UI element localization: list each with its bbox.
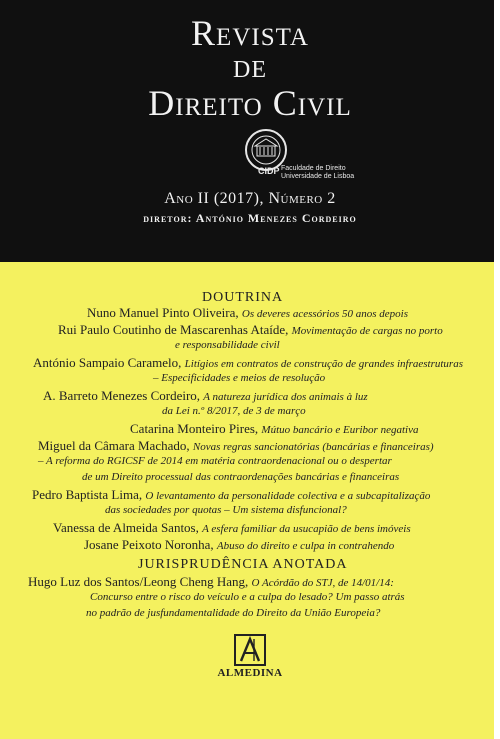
journal-title-line-2: de xyxy=(233,48,267,85)
journal-title-line-1: Revista xyxy=(191,13,309,53)
toc-entry xyxy=(43,388,368,405)
toc-title: Os deveres acessórios 50 anos depois xyxy=(241,308,409,320)
toc-entry xyxy=(53,520,411,537)
issue-info: Ano II (2017), Número 2 xyxy=(164,190,336,207)
toc-continuation: no padrão de jusfundamentalidade do Direito da União Europeia? xyxy=(86,607,381,619)
toc-entry xyxy=(33,355,463,372)
toc-entry xyxy=(28,574,394,591)
toc-author: Catarina Monteiro Pires, xyxy=(130,421,259,436)
journal-title-line-3: Direito Civil xyxy=(148,83,352,123)
seal-caption-1: Faculdade de Direito xyxy=(281,165,346,172)
toc-continuation: – A reforma do RGICSF de 2014 em matéria contraordenacional ou o despertar xyxy=(38,455,392,467)
toc-author: Josane Peixoto Noronha, xyxy=(84,537,214,552)
director-info: diretor: António Menezes Cordeiro xyxy=(143,211,357,225)
publisher-name: ALMEDINA xyxy=(217,667,283,679)
toc-title: Abuso do direito e culpa in contrahendo xyxy=(216,540,395,552)
toc-author: António Sampaio Caramelo, xyxy=(33,355,182,370)
toc-continuation: da Lei n.º 8/2017, de 3 de março xyxy=(162,405,306,417)
almedina-mark-icon xyxy=(233,633,267,667)
toc-entry xyxy=(84,537,394,554)
toc-author: Nuno Manuel Pinto Oliveira, xyxy=(87,305,239,320)
toc-title: Movimentação de cargas no porto xyxy=(291,325,443,337)
toc-entry xyxy=(87,305,408,322)
toc-title: Novas regras sancionatórias (bancárias e financeiras) xyxy=(192,441,434,453)
toc-author: Miguel da Câmara Machado, xyxy=(38,438,190,453)
toc-continuation: Concurso entre o risco do veículo e a culpa do lesado? Um passo atrás xyxy=(90,591,405,603)
toc-title: O levantamento da personalidade colectiva e a subcapitalização xyxy=(145,490,431,502)
toc-title: O Acórdão do STJ, de 14/01/14: xyxy=(251,577,394,589)
section-heading-jurisprudencia: JURISPRUDÊNCIA ANOTADA xyxy=(138,557,348,572)
seal-label: CIDP xyxy=(258,166,280,176)
toc-continuation: das sociedades por quotas – Um sistema disfuncional? xyxy=(105,504,347,516)
toc-continuation: – Especificidades e meios de resolução xyxy=(153,372,326,384)
toc-title: Litígios em contratos de construção de grandes infraestruturas xyxy=(184,358,463,370)
toc-author: Pedro Baptista Lima, xyxy=(32,487,143,502)
toc-continuation: de um Direito processual das contraordenações bancárias e financeiras xyxy=(82,471,400,483)
publisher-logo xyxy=(208,633,292,679)
seal-caption-2: Universidade de Lisboa xyxy=(281,173,355,180)
toc-entry xyxy=(38,438,434,455)
toc-entry xyxy=(130,421,418,438)
toc-title: A esfera familiar da usucapião de bens imóveis xyxy=(202,523,411,535)
toc-continuation: e responsabilidade civil xyxy=(175,339,280,351)
toc-author: Rui Paulo Coutinho de Mascarenhas Ataíde, xyxy=(58,322,289,337)
section-heading-doutrina: DOUTRINA xyxy=(202,290,284,305)
toc-entry xyxy=(58,322,443,339)
toc-author: Hugo Luz dos Santos/Leong Cheng Hang, xyxy=(28,574,249,589)
toc-author: A. Barreto Menezes Cordeiro, xyxy=(43,388,201,403)
toc-title: Mútuo bancário e Euribor negativa xyxy=(261,424,419,436)
toc-entry xyxy=(32,487,430,504)
toc-title: A natureza jurídica dos animais à luz xyxy=(203,391,368,403)
toc-author: Vanessa de Almeida Santos, xyxy=(53,520,199,535)
